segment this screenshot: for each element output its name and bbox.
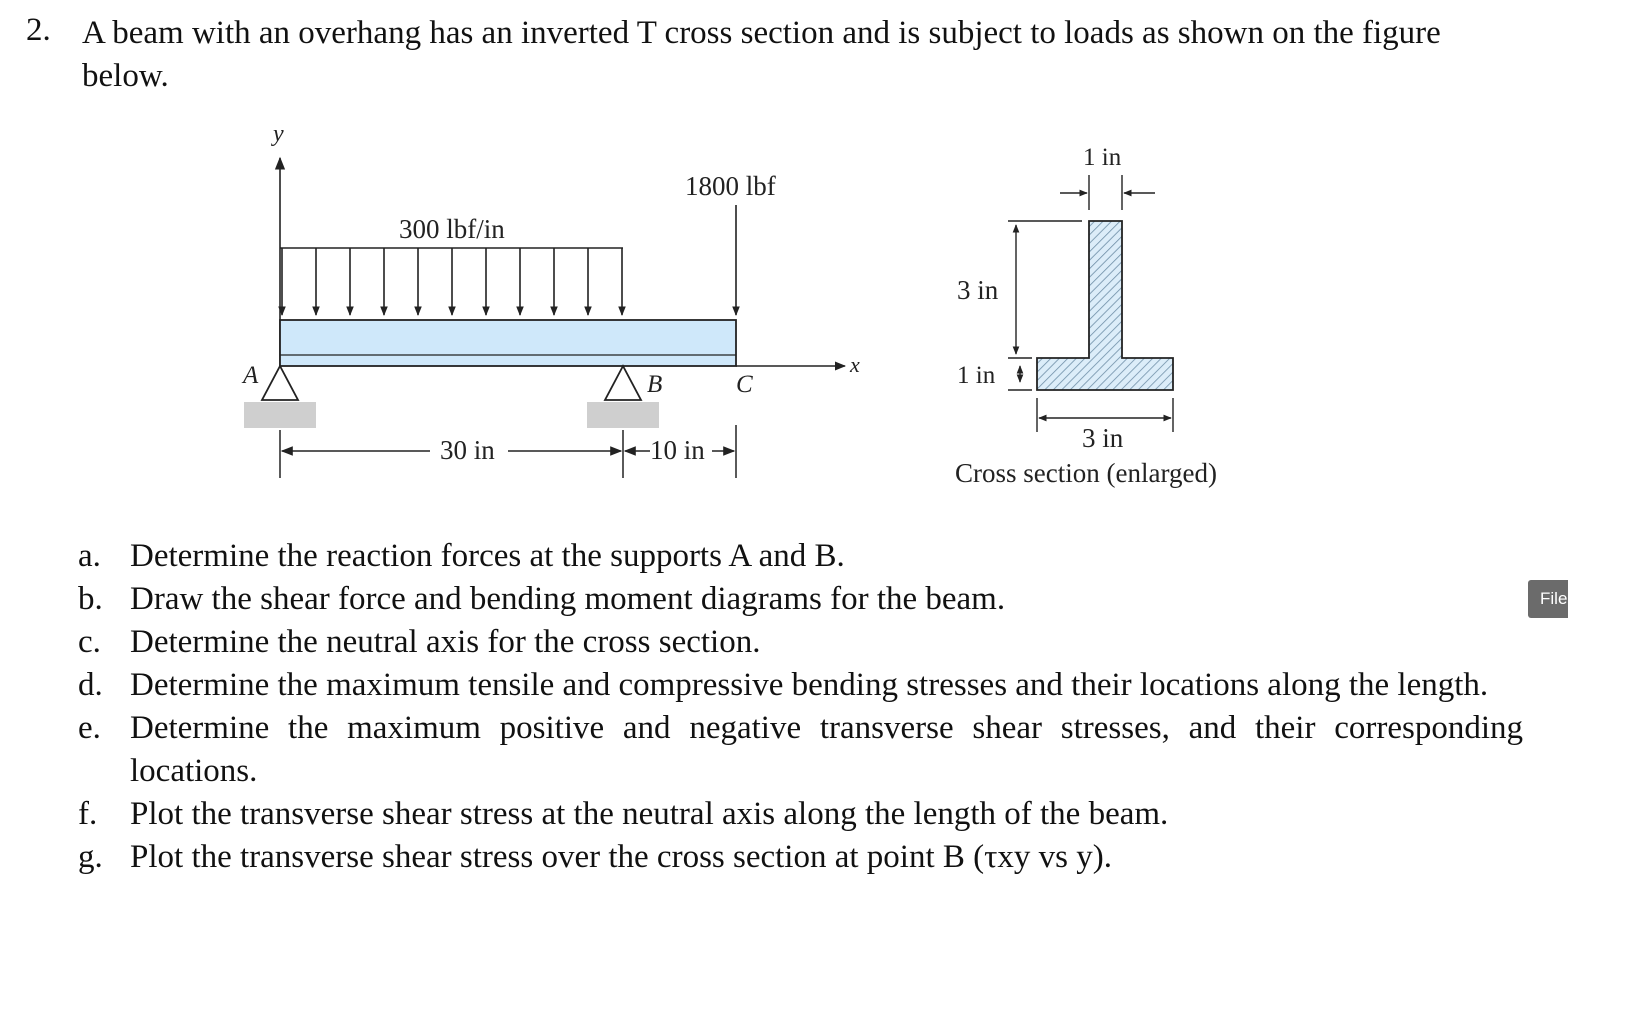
cross-section-caption: Cross section (enlarged) xyxy=(955,458,1217,488)
question-g xyxy=(78,836,1523,879)
point-c-label: C xyxy=(736,371,753,398)
question-label: g. xyxy=(78,839,103,875)
distributed-load-label: 300 lbf/in xyxy=(399,214,505,244)
point-load-label: 1800 lbf xyxy=(685,171,776,201)
question-text: Determine the neutral axis for the cross section. xyxy=(130,624,761,660)
question-list xyxy=(78,535,1523,879)
question-text: Plot the transverse shear stress at the neutral axis along the length of the beam. xyxy=(130,796,1169,832)
cross-section-shape xyxy=(1037,221,1173,390)
question-label: b. xyxy=(78,581,103,617)
problem-statement: A beam with an overhang has an inverted T cross section and is subject to loads as shown on the figure below. xyxy=(82,15,1441,94)
question-b xyxy=(78,578,1523,621)
question-label: a. xyxy=(78,538,101,574)
file-tab-button[interactable]: File xyxy=(1528,580,1568,618)
question-text: Determine the reaction forces at the supports A and B. xyxy=(130,538,845,574)
support-a-label: A xyxy=(243,362,259,389)
y-axis-label: y xyxy=(273,121,284,147)
question-label: e. xyxy=(78,710,101,746)
question-a xyxy=(78,535,1523,578)
beam xyxy=(280,320,736,366)
question-text: Plot the transverse shear stress over the cross section at point B (τxy vs y). xyxy=(130,839,1112,875)
question-text: Draw the shear force and bending moment diagrams for the beam. xyxy=(130,581,1006,617)
question-c xyxy=(78,621,1523,664)
span-ab-label: 30 in xyxy=(440,435,495,465)
question-d xyxy=(78,664,1523,707)
question-f xyxy=(78,793,1523,836)
flange-thickness-label: 1 in xyxy=(957,362,996,389)
question-text: Determine the maximum positive and negative transverse shear stresses, and their corresponding locations. xyxy=(130,710,1523,789)
support-b-label: B xyxy=(647,371,663,398)
problem-number: 2. xyxy=(26,12,51,48)
question-label: c. xyxy=(78,624,101,660)
web-height-label: 3 in xyxy=(957,275,999,305)
question-label: f. xyxy=(78,796,98,832)
distributed-load-arrows xyxy=(282,248,622,315)
x-axis-label: x xyxy=(850,352,860,377)
question-e xyxy=(78,707,1523,793)
question-label: d. xyxy=(78,667,103,703)
flange-width-label: 3 in xyxy=(1082,423,1124,453)
web-width-label: 1 in xyxy=(1083,144,1122,171)
span-bc-label: 10 in xyxy=(650,435,705,465)
question-text: Determine the maximum tensile and compressive bending stresses and their locations along the length. xyxy=(130,667,1489,703)
